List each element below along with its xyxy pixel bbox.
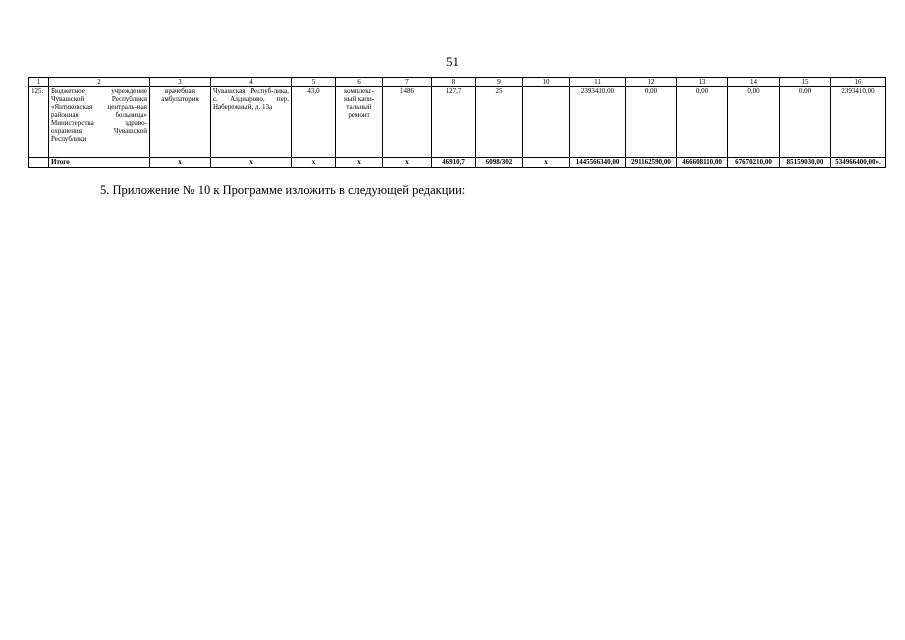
institution-name: Бюджетное учреждение Чувашской Республики «Янтиковская централь-ная районная больница» Министерства здраво-охранения Чувашской Республики xyxy=(49,87,150,158)
facility-address: Чувашская Респуб-лика, с. Алдиарово, пер. Набережный, д. 13а xyxy=(211,87,292,158)
column-number: 12 xyxy=(626,78,677,87)
total-cell-col3: х xyxy=(150,158,211,168)
cell-col9: 25 xyxy=(476,87,523,158)
cell-col13: 0,00 xyxy=(677,87,728,158)
column-number: 6 xyxy=(336,78,383,87)
column-number: 9 xyxy=(476,78,523,87)
cell-col11: 2393410,00 xyxy=(570,87,626,158)
total-cell-col9: 6098/302 xyxy=(476,158,523,168)
column-number: 14 xyxy=(728,78,780,87)
total-cell-col6: х xyxy=(336,158,383,168)
column-number: 2 xyxy=(49,78,150,87)
total-cell-col7: х xyxy=(383,158,432,168)
cell-col12: 0,00 xyxy=(626,87,677,158)
column-number: 16 xyxy=(831,78,886,87)
column-number: 11 xyxy=(570,78,626,87)
total-cell-col12: 291162590,00 xyxy=(626,158,677,168)
column-number: 10 xyxy=(523,78,570,87)
total-cell-col13: 466608110,00 xyxy=(677,158,728,168)
facility-type: врачебная амбулатория xyxy=(150,87,211,158)
total-row xyxy=(29,158,886,168)
total-cell-col5: х xyxy=(292,158,336,168)
column-number: 5 xyxy=(292,78,336,87)
column-number: 8 xyxy=(432,78,476,87)
cell-col14: 0,00 xyxy=(728,87,780,158)
cell-col7: 1486 xyxy=(383,87,432,158)
total-cell-col1 xyxy=(29,158,49,168)
column-number: 15 xyxy=(780,78,831,87)
column-number: 3 xyxy=(150,78,211,87)
work-type: комплекс-ный капи-тальный ремонт xyxy=(336,87,383,158)
table-row xyxy=(29,87,886,158)
cell-col10 xyxy=(523,87,570,158)
total-cell-col8: 46910,7 xyxy=(432,158,476,168)
cell-col8: 127,7 xyxy=(432,87,476,158)
total-cell-col11: 1445566340,00 xyxy=(570,158,626,168)
column-number: 7 xyxy=(383,78,432,87)
total-cell-col4: х xyxy=(211,158,292,168)
column-number: 1 xyxy=(29,78,49,87)
column-number: 13 xyxy=(677,78,728,87)
column-number: 4 xyxy=(211,78,292,87)
total-cell-col15: 85159030,00 xyxy=(780,158,831,168)
cell-col15: 0,00 xyxy=(780,87,831,158)
amendment-paragraph: 5. Приложение № 10 к Программе изложить в следующей редакции: xyxy=(100,183,466,197)
total-cell-col14: 67670210,00 xyxy=(728,158,780,168)
cell-col16: 2393410,00 xyxy=(831,87,886,158)
budget-table xyxy=(28,77,886,168)
total-cell-col16: 534966400,00». xyxy=(831,158,886,168)
total-cell-col10: х xyxy=(523,158,570,168)
row-number: 125. xyxy=(29,87,49,158)
column-number-row xyxy=(29,78,886,87)
page-number: 51 xyxy=(446,54,459,69)
total-label: Итого xyxy=(49,158,150,168)
cell-col5: 43,0 xyxy=(292,87,336,158)
